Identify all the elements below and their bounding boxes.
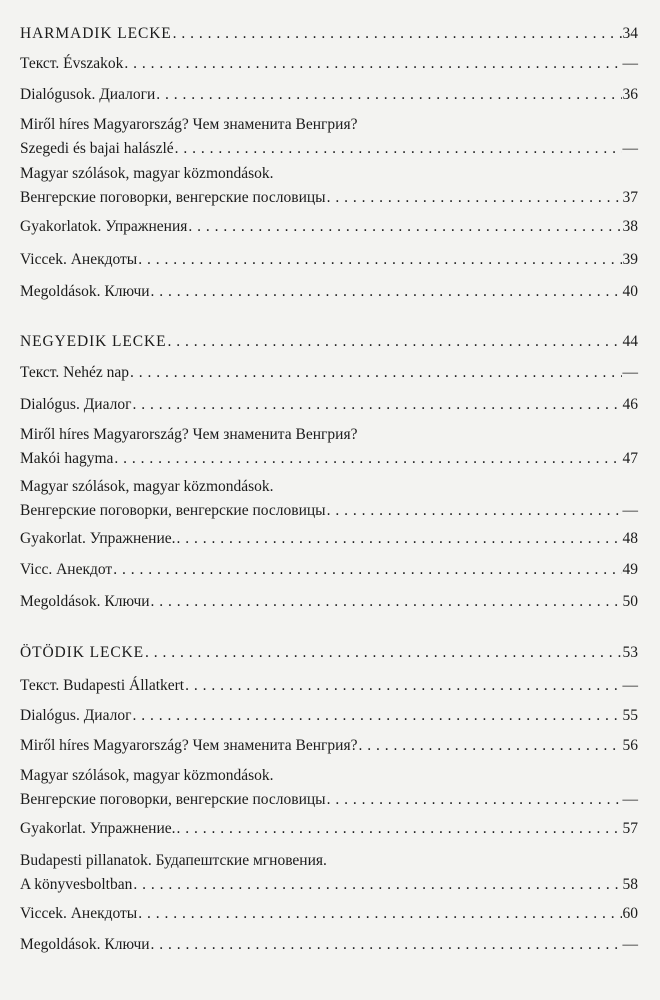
page-number: 49 (622, 561, 638, 578)
toc-entry[interactable] (20, 361, 638, 385)
section-otodik-lecke (20, 641, 638, 665)
page-number: — (622, 791, 638, 808)
section-title: ÖTÖDIK LECKE (20, 644, 145, 661)
dot-leader (124, 52, 621, 76)
entry-text: Szegedi és bajai halászlé (20, 140, 174, 157)
entry-text: Dialógus. Диалог (20, 707, 132, 724)
dot-leader (188, 215, 621, 239)
section-title: HARMADIK LECKE (20, 25, 172, 42)
page-number: 44 (622, 333, 638, 350)
dot-leader (177, 817, 622, 841)
dot-leader (175, 137, 622, 161)
toc-entry[interactable] (20, 162, 638, 210)
page-number: 40 (622, 283, 638, 300)
entry-text: Megoldások. Ключи (20, 593, 150, 610)
page-number: 36 (622, 86, 638, 103)
entry-text: Magyar szólások, magyar közmondások. (20, 165, 274, 182)
page-number: 50 (622, 593, 638, 610)
page-number: — (622, 364, 638, 381)
page-number: 58 (622, 876, 638, 893)
entry-text: Dialógusok. Диалоги (20, 86, 156, 103)
toc-entry[interactable] (20, 248, 638, 272)
page-number: — (622, 140, 638, 157)
entry-text: Gyakorlat. Упражнение. (20, 530, 176, 547)
dot-leader (130, 361, 622, 385)
page-number: — (622, 677, 638, 694)
dot-leader (133, 873, 621, 897)
entry-text: A könyvesboltban (20, 876, 133, 893)
dot-leader (145, 641, 621, 665)
dot-leader (327, 499, 622, 523)
entry-text: Megoldások. Ключи (20, 283, 150, 300)
entry-text: Makói hagyma (20, 450, 114, 467)
entry-text: Текст. Nehéz nap (20, 364, 129, 381)
toc-entry[interactable] (20, 113, 638, 161)
dot-leader (113, 558, 621, 582)
entry-text: Венгерские поговорки, венгерские пословицы (20, 189, 326, 206)
toc-entry[interactable] (20, 423, 638, 471)
page-number: — (622, 55, 638, 72)
entry-text: Miről híres Magyarország? Чем знаменита Венгрия? (20, 426, 358, 443)
page-number: 56 (622, 737, 638, 754)
dot-leader (151, 590, 622, 614)
entry-text: Текст. Budapesti Állatkert (20, 677, 185, 694)
dot-leader (156, 83, 621, 107)
entry-text: Magyar szólások, magyar közmondások. (20, 478, 274, 495)
dot-leader (138, 248, 621, 272)
entry-text: Viccek. Анекдоты (20, 251, 138, 268)
section-harmadik-lecke (20, 22, 638, 46)
page-number: 48 (622, 530, 638, 547)
dot-leader (132, 704, 621, 728)
toc-entry[interactable] (20, 393, 638, 417)
toc-entry[interactable] (20, 280, 638, 304)
page-number: 53 (622, 644, 638, 661)
entry-text: Miről híres Magyarország? Чем знаменита Венгрия? (20, 116, 358, 133)
section-heading[interactable] (20, 330, 638, 354)
entry-text: Dialógus. Диалог (20, 396, 132, 413)
entry-text: Венгерские поговорки, венгерские пословицы (20, 791, 326, 808)
toc-entry[interactable] (20, 590, 638, 614)
entry-text: Budapesti pillanatok. Будапештские мгновения. (20, 852, 327, 869)
page-number: 38 (622, 218, 638, 235)
dot-leader (177, 527, 622, 551)
dot-leader (327, 186, 622, 210)
dot-leader (151, 933, 622, 957)
page-number: 39 (622, 251, 638, 268)
section-heading[interactable] (20, 22, 638, 46)
toc-entry[interactable] (20, 215, 638, 239)
toc-entry[interactable] (20, 902, 638, 926)
toc-entry[interactable] (20, 849, 638, 897)
dot-leader (327, 788, 622, 812)
toc-entry[interactable] (20, 83, 638, 107)
page-number: 37 (622, 189, 638, 206)
entry-text: Viccek. Анекдоты (20, 905, 138, 922)
dot-leader (358, 734, 621, 758)
toc-entry[interactable] (20, 704, 638, 728)
dot-leader (173, 22, 622, 46)
page-number: 60 (622, 905, 638, 922)
page-number: 34 (622, 25, 638, 42)
entry-text: Венгерские поговорки, венгерские пословицы (20, 502, 326, 519)
page-number: — (622, 502, 638, 519)
entry-text: Magyar szólások, magyar közmondások. (20, 767, 274, 784)
dot-leader (138, 902, 621, 926)
toc-entry[interactable] (20, 475, 638, 523)
toc-entry[interactable] (20, 558, 638, 582)
entry-text: Vicc. Анекдот (20, 561, 113, 578)
entry-text: Miről híres Magyarország? Чем знаменита Венгрия? (20, 737, 358, 754)
section-title: NEGYEDIK LECKE (20, 333, 167, 350)
section-negyedik-lecke (20, 330, 638, 354)
page-number: — (622, 936, 638, 953)
entry-text: Текст. Évszakok (20, 55, 124, 72)
dot-leader (151, 280, 622, 304)
dot-leader (114, 447, 621, 471)
toc-entry[interactable] (20, 817, 638, 841)
page-number: 46 (622, 396, 638, 413)
dot-leader (185, 674, 621, 698)
dot-leader (167, 330, 621, 354)
page-number: 55 (622, 707, 638, 724)
toc-entry[interactable] (20, 764, 638, 812)
entry-text: Megoldások. Ключи (20, 936, 150, 953)
toc-entry[interactable] (20, 933, 638, 957)
section-heading[interactable] (20, 641, 638, 665)
toc-entry[interactable] (20, 674, 638, 698)
dot-leader (132, 393, 621, 417)
page-number: 47 (622, 450, 638, 467)
entry-text: Gyakorlatok. Упражнения (20, 218, 188, 235)
toc-entry[interactable] (20, 527, 638, 551)
entry-text: Gyakorlat. Упражнение. (20, 820, 176, 837)
toc-entry[interactable] (20, 52, 638, 76)
toc-entry[interactable] (20, 734, 638, 758)
page-number: 57 (622, 820, 638, 837)
